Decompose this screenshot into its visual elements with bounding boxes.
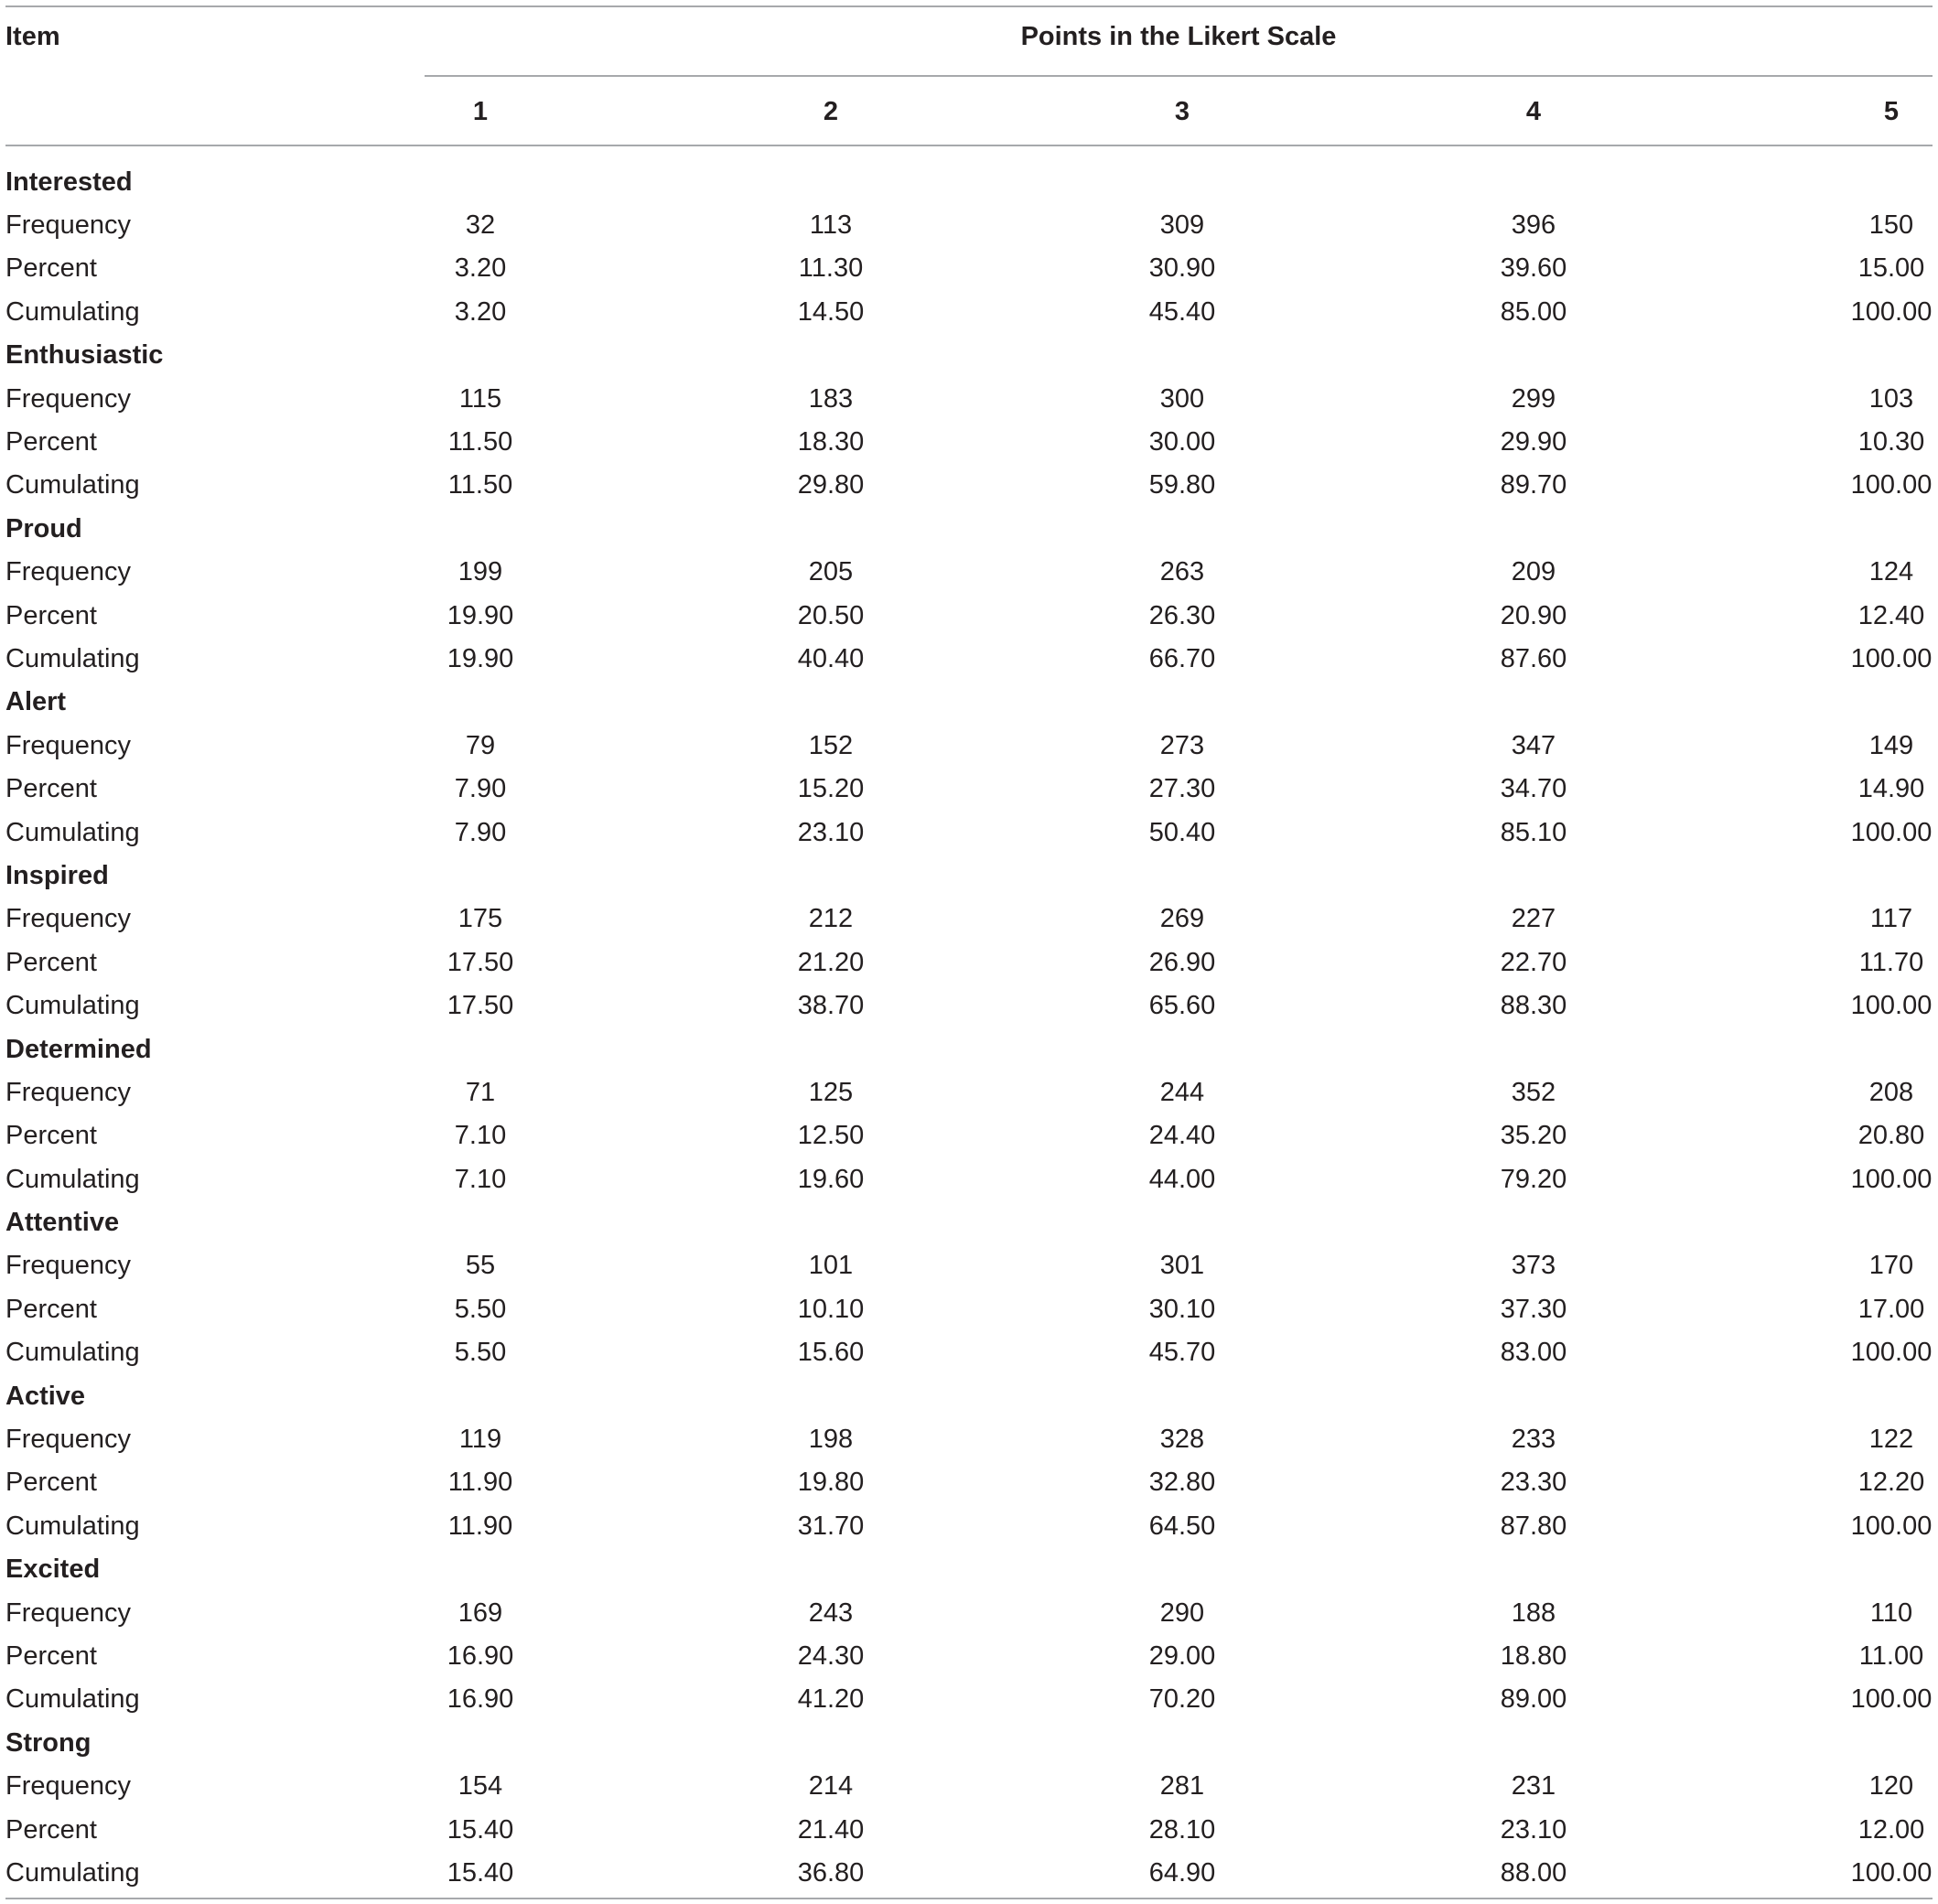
table-cell-scale-4: 373 [1511, 1251, 1556, 1281]
table-row [5, 724, 1933, 767]
table-cell-scale-2: 36.80 [797, 1857, 865, 1888]
table-cell-scale-3: 65.60 [1148, 991, 1216, 1021]
table-cell-scale-3: 24.40 [1148, 1121, 1216, 1151]
table-cell-scale-4: 88.30 [1500, 991, 1567, 1021]
table-cell-scale-2: 125 [808, 1077, 854, 1107]
table-cell-scale-1: 175 [458, 904, 503, 934]
table-cell-scale-5: 170 [1868, 1251, 1914, 1281]
row-label: Frequency [5, 210, 132, 241]
table-cell-scale-5: 100.00 [1850, 470, 1933, 500]
table-cell-scale-1: 5.50 [454, 1338, 507, 1368]
group-label: Alert [5, 687, 67, 717]
scale-column-header-2: 2 [823, 97, 839, 126]
table-cell-scale-5: 100.00 [1850, 1164, 1933, 1194]
row-label: Frequency [5, 1425, 132, 1455]
table-cell-scale-1: 11.90 [447, 1511, 513, 1541]
row-label: Frequency [5, 1771, 132, 1802]
table-cell-scale-3: 27.30 [1148, 774, 1216, 804]
table-cell-scale-5: 12.40 [1857, 600, 1925, 630]
group-row [5, 1027, 1933, 1070]
table-cell-scale-5: 100.00 [1850, 296, 1933, 327]
table-cell-scale-4: 188 [1511, 1597, 1556, 1628]
table-cell-scale-4: 299 [1511, 383, 1556, 414]
table-cell-scale-4: 23.30 [1500, 1468, 1567, 1498]
table-cell-scale-2: 152 [808, 730, 854, 760]
row-label: Frequency [5, 557, 132, 587]
table-cell-scale-5: 103 [1868, 383, 1914, 414]
row-label: Cumulating [5, 470, 140, 500]
row-label: Frequency [5, 1597, 132, 1628]
table-cell-scale-5: 100.00 [1850, 1684, 1933, 1715]
table-cell-scale-4: 83.00 [1500, 1338, 1567, 1368]
row-label: Frequency [5, 1077, 132, 1107]
table-cell-scale-5: 15.00 [1857, 253, 1925, 284]
table-row [5, 1504, 1933, 1547]
table-cell-scale-4: 34.70 [1500, 774, 1567, 804]
group-row [5, 160, 1933, 203]
row-label: Cumulating [5, 817, 140, 847]
table-cell-scale-5: 110 [1869, 1597, 1913, 1628]
table-cell-scale-5: 100.00 [1850, 817, 1933, 847]
table-cell-scale-2: 10.10 [797, 1294, 865, 1324]
row-label: Cumulating [5, 1684, 140, 1715]
table-cell-scale-3: 50.40 [1148, 817, 1216, 847]
table-cell-scale-1: 115 [458, 383, 502, 414]
table-cell-scale-3: 64.90 [1148, 1857, 1216, 1888]
table-cell-scale-2: 24.30 [797, 1640, 865, 1671]
table-row [5, 1764, 1933, 1807]
table-cell-scale-2: 212 [808, 904, 854, 934]
scale-column-header-4: 4 [1525, 97, 1542, 126]
table-cell-scale-1: 169 [458, 1597, 503, 1628]
table-row [5, 551, 1933, 594]
group-row [5, 334, 1933, 377]
row-label: Frequency [5, 383, 132, 414]
table-cell-scale-3: 30.10 [1148, 1294, 1216, 1324]
table-cell-scale-5: 10.30 [1857, 427, 1925, 457]
table-cell-scale-3: 32.80 [1148, 1468, 1216, 1498]
table-row [5, 811, 1933, 854]
table-cell-scale-1: 119 [458, 1425, 502, 1455]
table-row [5, 1157, 1933, 1200]
table-cell-scale-3: 30.90 [1148, 253, 1216, 284]
table-cell-scale-3: 263 [1159, 557, 1205, 587]
table-cell-scale-3: 26.30 [1148, 600, 1216, 630]
group-row [5, 1200, 1933, 1243]
group-row [5, 854, 1933, 897]
table-cell-scale-2: 19.60 [797, 1164, 865, 1194]
table-cell-scale-5: 12.20 [1857, 1468, 1925, 1498]
group-row [5, 1374, 1933, 1417]
table-row [5, 1634, 1933, 1677]
table-cell-scale-5: 17.00 [1857, 1294, 1925, 1324]
table-cell-scale-1: 7.90 [454, 774, 507, 804]
table-row [5, 1461, 1933, 1504]
table-cell-scale-3: 269 [1159, 904, 1205, 934]
table-cell-scale-5: 20.80 [1857, 1121, 1925, 1151]
scale-column-header-1: 1 [472, 97, 489, 126]
row-label: Cumulating [5, 296, 140, 327]
table-row [5, 1287, 1933, 1330]
table-cell-scale-5: 100.00 [1850, 1857, 1933, 1888]
table-row [5, 1114, 1933, 1157]
scale-header-rule [425, 75, 1933, 77]
table-cell-scale-4: 39.60 [1500, 253, 1567, 284]
table-cell-scale-5: 208 [1868, 1077, 1914, 1107]
table-cell-scale-2: 12.50 [797, 1121, 865, 1151]
table-cell-scale-1: 15.40 [447, 1814, 514, 1845]
row-label: Frequency [5, 730, 132, 760]
table-cell-scale-2: 101 [808, 1251, 854, 1281]
table-cell-scale-5: 100.00 [1850, 1511, 1933, 1541]
table-cell-scale-3: 70.20 [1148, 1684, 1216, 1715]
table-row [5, 1808, 1933, 1851]
row-label: Percent [5, 600, 97, 630]
table-cell-scale-4: 209 [1511, 557, 1556, 587]
group-label: Interested [5, 167, 133, 197]
table-cell-scale-4: 89.70 [1500, 470, 1567, 500]
table-cell-scale-4: 396 [1511, 210, 1556, 241]
table-cell-scale-1: 11.50 [447, 427, 513, 457]
table-cell-scale-5: 150 [1868, 210, 1914, 241]
table-cell-scale-1: 16.90 [447, 1640, 514, 1671]
row-label: Cumulating [5, 1857, 140, 1888]
table-cell-scale-4: 23.10 [1500, 1814, 1567, 1845]
table-cell-scale-2: 19.80 [797, 1468, 865, 1498]
table-cell-scale-3: 273 [1159, 730, 1205, 760]
table-cell-scale-4: 347 [1511, 730, 1556, 760]
table-cell-scale-1: 3.20 [454, 296, 507, 327]
table-cell-scale-4: 227 [1511, 904, 1556, 934]
group-row [5, 1548, 1933, 1591]
table-cell-scale-2: 14.50 [797, 296, 865, 327]
table-cell-scale-5: 14.90 [1857, 774, 1925, 804]
table-cell-scale-4: 89.00 [1500, 1684, 1567, 1715]
table-cell-scale-1: 17.50 [447, 991, 514, 1021]
table-cell-scale-3: 328 [1159, 1425, 1205, 1455]
table-cell-scale-3: 244 [1159, 1077, 1205, 1107]
table-top-rule [5, 5, 1933, 7]
table-cell-scale-2: 21.20 [797, 947, 865, 977]
table-cell-scale-4: 79.20 [1500, 1164, 1567, 1194]
table-cell-scale-3: 45.70 [1148, 1338, 1216, 1368]
table-cell-scale-2: 41.20 [797, 1684, 865, 1715]
group-label: Inspired [5, 860, 109, 890]
table-cell-scale-1: 199 [458, 557, 503, 587]
table-cell-scale-1: 16.90 [447, 1684, 514, 1715]
table-cell-scale-4: 233 [1511, 1425, 1556, 1455]
table-cell-scale-1: 19.90 [447, 643, 514, 673]
table-cell-scale-4: 18.80 [1500, 1640, 1567, 1671]
group-label: Excited [5, 1554, 101, 1585]
table-cell-scale-2: 40.40 [797, 643, 865, 673]
table-cell-scale-1: 79 [465, 730, 496, 760]
table-row [5, 1331, 1933, 1374]
table-row [5, 637, 1933, 680]
table-cell-scale-5: 149 [1868, 730, 1914, 760]
row-label: Cumulating [5, 1164, 140, 1194]
group-row [5, 681, 1933, 724]
table-cell-scale-3: 281 [1159, 1771, 1205, 1802]
table-cell-scale-1: 17.50 [447, 947, 514, 977]
table-cell-scale-2: 23.10 [797, 817, 865, 847]
table-cell-scale-5: 11.00 [1858, 1640, 1924, 1671]
table-row [5, 767, 1933, 810]
table-cell-scale-3: 29.00 [1148, 1640, 1216, 1671]
scale-column-header-3: 3 [1174, 97, 1190, 126]
table-cell-scale-4: 87.60 [1500, 643, 1567, 673]
table-cell-scale-4: 22.70 [1500, 947, 1567, 977]
likert-scale-header: Points in the Likert Scale [1020, 22, 1337, 51]
table-cell-scale-5: 124 [1868, 557, 1914, 587]
row-label: Percent [5, 1468, 97, 1498]
group-label: Active [5, 1381, 86, 1411]
table-cell-scale-2: 15.20 [797, 774, 865, 804]
table-cell-scale-2: 18.30 [797, 427, 865, 457]
table-cell-scale-1: 154 [458, 1771, 503, 1802]
table-cell-scale-3: 309 [1159, 210, 1205, 241]
table-cell-scale-2: 38.70 [797, 991, 865, 1021]
header-bottom-rule [5, 145, 1933, 146]
table-cell-scale-5: 100.00 [1850, 1338, 1933, 1368]
table-cell-scale-1: 32 [465, 210, 496, 241]
row-label: Percent [5, 774, 97, 804]
table-cell-scale-1: 7.10 [454, 1121, 507, 1151]
table-bottom-rule [5, 1898, 1933, 1899]
table-cell-scale-1: 7.90 [454, 817, 507, 847]
item-column-header: Item [5, 22, 60, 51]
table-row [5, 898, 1933, 941]
group-label: Determined [5, 1034, 152, 1064]
table-row [5, 941, 1933, 984]
row-label: Cumulating [5, 643, 140, 673]
table-row [5, 1591, 1933, 1634]
row-label: Percent [5, 1814, 97, 1845]
table-cell-scale-5: 117 [1869, 904, 1913, 934]
table-cell-scale-3: 301 [1159, 1251, 1205, 1281]
table-cell-scale-3: 290 [1159, 1597, 1205, 1628]
group-label: Enthusiastic [5, 340, 164, 371]
table-cell-scale-1: 19.90 [447, 600, 514, 630]
table-body [5, 160, 1933, 1895]
table-row [5, 464, 1933, 507]
table-cell-scale-2: 11.30 [798, 253, 864, 284]
table-cell-scale-1: 71 [465, 1077, 496, 1107]
row-label: Cumulating [5, 1511, 140, 1541]
table-row [5, 247, 1933, 290]
table-cell-scale-2: 243 [808, 1597, 854, 1628]
row-label: Percent [5, 1294, 97, 1324]
table-cell-scale-3: 66.70 [1148, 643, 1216, 673]
table-row [5, 1678, 1933, 1721]
table-cell-scale-5: 120 [1868, 1771, 1914, 1802]
table-cell-scale-3: 59.80 [1148, 470, 1216, 500]
table-cell-scale-2: 183 [808, 383, 854, 414]
table-cell-scale-2: 15.60 [797, 1338, 865, 1368]
table-cell-scale-4: 88.00 [1500, 1857, 1567, 1888]
table-cell-scale-3: 28.10 [1148, 1814, 1216, 1845]
table-cell-scale-3: 26.90 [1148, 947, 1216, 977]
table-cell-scale-4: 85.10 [1500, 817, 1567, 847]
row-label: Frequency [5, 1251, 132, 1281]
row-label: Percent [5, 253, 97, 284]
row-label: Percent [5, 947, 97, 977]
group-label: Attentive [5, 1208, 120, 1238]
table-cell-scale-1: 55 [465, 1251, 496, 1281]
table-cell-scale-2: 214 [808, 1771, 854, 1802]
table-cell-scale-4: 85.00 [1500, 296, 1567, 327]
table-cell-scale-2: 113 [809, 210, 853, 241]
table-cell-scale-2: 198 [808, 1425, 854, 1455]
row-label: Percent [5, 1121, 97, 1151]
table-cell-scale-4: 29.90 [1500, 427, 1567, 457]
table-cell-scale-3: 30.00 [1148, 427, 1216, 457]
table-cell-scale-2: 205 [808, 557, 854, 587]
table-cell-scale-4: 87.80 [1500, 1511, 1567, 1541]
table-row [5, 984, 1933, 1027]
table-cell-scale-4: 20.90 [1500, 600, 1567, 630]
table-cell-scale-3: 64.50 [1148, 1511, 1216, 1541]
table-row [5, 1070, 1933, 1113]
row-label: Frequency [5, 904, 132, 934]
table-row [5, 420, 1933, 463]
table-cell-scale-1: 15.40 [447, 1857, 514, 1888]
table-cell-scale-2: 29.80 [797, 470, 865, 500]
table-row [5, 594, 1933, 637]
table-cell-scale-1: 7.10 [454, 1164, 507, 1194]
table-cell-scale-2: 20.50 [797, 600, 865, 630]
table-cell-scale-3: 44.00 [1148, 1164, 1216, 1194]
group-row [5, 507, 1933, 550]
table-cell-scale-4: 35.20 [1500, 1121, 1567, 1151]
table-cell-scale-1: 5.50 [454, 1294, 507, 1324]
table-cell-scale-5: 100.00 [1850, 991, 1933, 1021]
table-row [5, 377, 1933, 420]
table-cell-scale-1: 3.20 [454, 253, 507, 284]
table-cell-scale-2: 21.40 [797, 1814, 865, 1845]
row-label: Percent [5, 427, 97, 457]
table-cell-scale-4: 37.30 [1500, 1294, 1567, 1324]
table-row [5, 203, 1933, 246]
table-cell-scale-5: 12.00 [1857, 1814, 1925, 1845]
row-label: Cumulating [5, 991, 140, 1021]
group-label: Proud [5, 513, 82, 543]
table-cell-scale-3: 45.40 [1148, 296, 1216, 327]
table-row [5, 290, 1933, 333]
row-label: Cumulating [5, 1338, 140, 1368]
table-row [5, 1417, 1933, 1460]
table-cell-scale-1: 11.90 [447, 1468, 513, 1498]
table-cell-scale-4: 352 [1511, 1077, 1556, 1107]
table-cell-scale-5: 11.70 [1858, 947, 1924, 977]
group-row [5, 1721, 1933, 1764]
table-row [5, 1851, 1933, 1894]
row-label: Percent [5, 1640, 97, 1671]
group-label: Strong [5, 1727, 92, 1758]
table-cell-scale-1: 11.50 [447, 470, 513, 500]
scale-column-header-5: 5 [1883, 97, 1900, 126]
table-row [5, 1244, 1933, 1287]
table-cell-scale-2: 31.70 [797, 1511, 865, 1541]
table-cell-scale-3: 300 [1159, 383, 1205, 414]
table-cell-scale-5: 100.00 [1850, 643, 1933, 673]
table-cell-scale-5: 122 [1868, 1425, 1914, 1455]
table-cell-scale-4: 231 [1511, 1771, 1556, 1802]
